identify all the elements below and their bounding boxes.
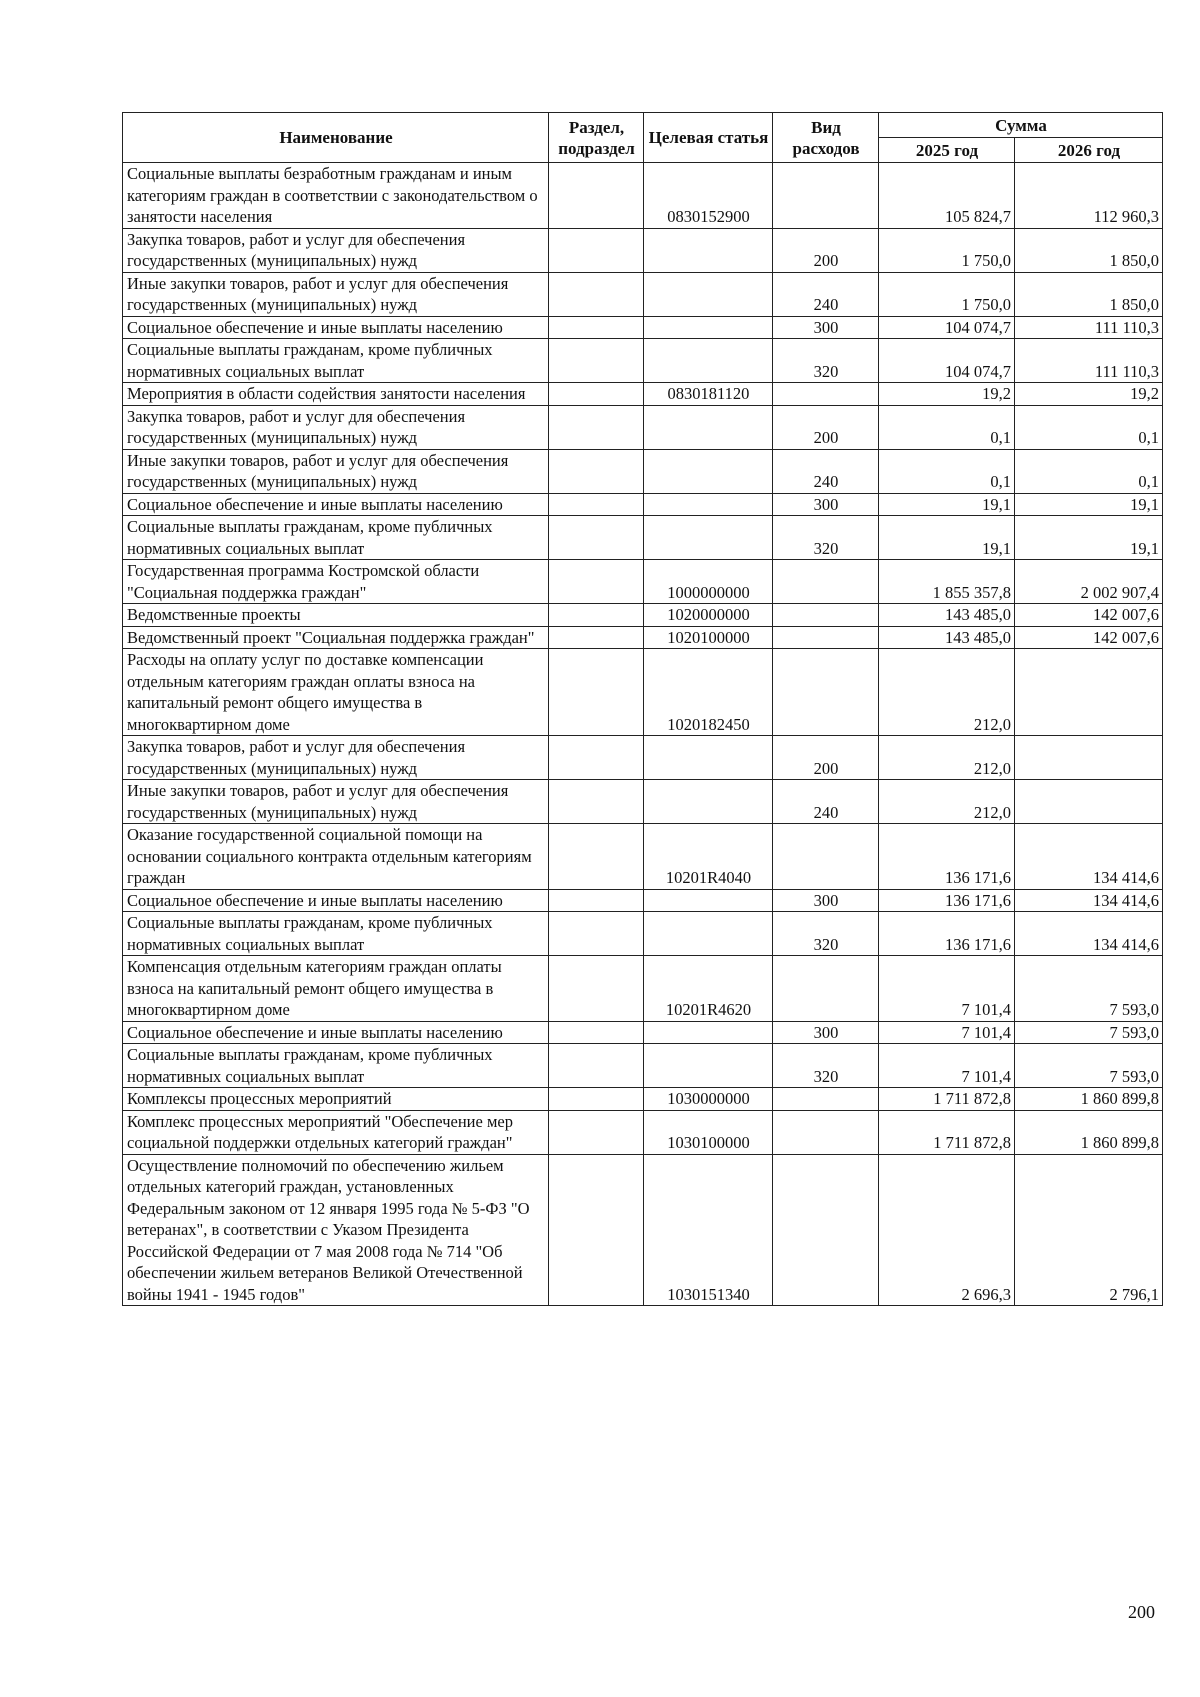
row-target-cell: 1020000000 — [644, 604, 773, 627]
row-sum-2026-cell — [1015, 736, 1163, 780]
table-row — [123, 1154, 1163, 1306]
row-name-cell: Социальные выплаты гражданам, кроме публичных нормативных социальных выплат — [123, 339, 549, 383]
row-kind-cell: 320 — [773, 1044, 879, 1088]
row-target-cell — [644, 405, 773, 449]
row-kind-cell: 320 — [773, 339, 879, 383]
row-target-cell: 1030100000 — [644, 1110, 773, 1154]
row-target-cell: 1030000000 — [644, 1088, 773, 1111]
row-name-cell: Социальное обеспечение и иные выплаты населению — [123, 889, 549, 912]
row-razdel-cell — [549, 560, 644, 604]
row-razdel-cell — [549, 272, 644, 316]
row-name-cell: Закупка товаров, работ и услуг для обеспечения государственных (муниципальных) нужд — [123, 736, 549, 780]
row-name-cell: Социальные выплаты гражданам, кроме публичных нормативных социальных выплат — [123, 1044, 549, 1088]
table-row — [123, 449, 1163, 493]
row-razdel-cell — [549, 383, 644, 406]
row-sum-2026-cell: 1 850,0 — [1015, 272, 1163, 316]
row-target-cell — [644, 339, 773, 383]
row-razdel-cell — [549, 405, 644, 449]
row-target-cell: 1020100000 — [644, 626, 773, 649]
row-kind-cell: 300 — [773, 1021, 879, 1044]
row-sum-2026-cell: 19,2 — [1015, 383, 1163, 406]
row-target-cell — [644, 228, 773, 272]
budget-table — [122, 112, 1163, 1306]
row-target-cell — [644, 272, 773, 316]
row-kind-cell: 200 — [773, 405, 879, 449]
row-kind-cell: 300 — [773, 316, 879, 339]
row-target-cell: 1020182450 — [644, 649, 773, 736]
row-kind-cell — [773, 163, 879, 229]
table-row — [123, 1088, 1163, 1111]
row-sum-2025-cell: 19,1 — [879, 493, 1015, 516]
row-sum-2026-cell: 0,1 — [1015, 405, 1163, 449]
row-sum-2026-cell: 1 860 899,8 — [1015, 1088, 1163, 1111]
row-razdel-cell — [549, 1154, 644, 1306]
row-sum-2026-cell: 142 007,6 — [1015, 604, 1163, 627]
row-name-cell: Оказание государственной социальной помощи на основании социального контракта отдельным категориям граждан — [123, 824, 549, 890]
row-kind-cell: 240 — [773, 272, 879, 316]
row-name-cell: Социальное обеспечение и иные выплаты населению — [123, 316, 549, 339]
row-name-cell: Ведомственный проект "Социальная поддержка граждан" — [123, 626, 549, 649]
row-sum-2026-cell: 19,1 — [1015, 516, 1163, 560]
row-sum-2026-cell: 111 110,3 — [1015, 339, 1163, 383]
row-sum-2026-cell: 134 414,6 — [1015, 912, 1163, 956]
header-target: Целевая статья — [644, 113, 773, 163]
row-target-cell: 1000000000 — [644, 560, 773, 604]
row-sum-2025-cell: 19,1 — [879, 516, 1015, 560]
row-kind-cell: 300 — [773, 493, 879, 516]
row-kind-cell — [773, 1154, 879, 1306]
row-kind-cell — [773, 824, 879, 890]
row-sum-2026-cell — [1015, 780, 1163, 824]
row-target-cell — [644, 1044, 773, 1088]
header-year-2025: 2025 год — [879, 138, 1015, 163]
row-razdel-cell — [549, 736, 644, 780]
table-row — [123, 560, 1163, 604]
row-sum-2025-cell: 19,2 — [879, 383, 1015, 406]
table-row — [123, 1110, 1163, 1154]
row-name-cell: Социальное обеспечение и иные выплаты населению — [123, 1021, 549, 1044]
row-razdel-cell — [549, 824, 644, 890]
row-name-cell: Комплекс процессных мероприятий "Обеспечение мер социальной поддержки отдельных категорий граждан" — [123, 1110, 549, 1154]
row-sum-2025-cell: 7 101,4 — [879, 1021, 1015, 1044]
row-sum-2025-cell: 136 171,6 — [879, 824, 1015, 890]
row-razdel-cell — [549, 163, 644, 229]
row-sum-2025-cell: 0,1 — [879, 449, 1015, 493]
row-kind-cell: 300 — [773, 889, 879, 912]
row-kind-cell — [773, 626, 879, 649]
row-target-cell: 1030151340 — [644, 1154, 773, 1306]
row-sum-2025-cell: 143 485,0 — [879, 626, 1015, 649]
row-razdel-cell — [549, 516, 644, 560]
row-razdel-cell — [549, 449, 644, 493]
row-name-cell: Социальные выплаты безработным гражданам и иным категориям граждан в соответствии с законодательством о занятости населения — [123, 163, 549, 229]
table-row — [123, 736, 1163, 780]
row-kind-cell: 240 — [773, 780, 879, 824]
table-row — [123, 1021, 1163, 1044]
row-kind-cell — [773, 604, 879, 627]
table-row — [123, 516, 1163, 560]
row-name-cell: Иные закупки товаров, работ и услуг для обеспечения государственных (муниципальных) нужд — [123, 780, 549, 824]
row-sum-2026-cell: 142 007,6 — [1015, 626, 1163, 649]
row-sum-2026-cell: 134 414,6 — [1015, 889, 1163, 912]
row-razdel-cell — [549, 912, 644, 956]
row-razdel-cell — [549, 649, 644, 736]
row-razdel-cell — [549, 604, 644, 627]
row-kind-cell: 240 — [773, 449, 879, 493]
row-kind-cell: 320 — [773, 912, 879, 956]
row-name-cell: Расходы на оплату услуг по доставке компенсации отдельным категориям граждан оплаты взноса на капитальный ремонт общего имущества в многоквартирном доме — [123, 649, 549, 736]
row-razdel-cell — [549, 1021, 644, 1044]
row-target-cell — [644, 1021, 773, 1044]
row-sum-2025-cell: 0,1 — [879, 405, 1015, 449]
header-name: Наименование — [123, 113, 549, 163]
row-name-cell: Осуществление полномочий по обеспечению жильем отдельных категорий граждан, установленных Федеральным законом от 12 января 1995 года № 5-ФЗ "О ветеранах", в соответствии с Указом Президента Российской Федерации от 7 мая 2008 года № 714 "Об обеспечении жильем ветеранов Великой Отечественной войны 1941 - 1945 годов" — [123, 1154, 549, 1306]
row-kind-cell — [773, 560, 879, 604]
row-target-cell — [644, 516, 773, 560]
row-sum-2025-cell: 143 485,0 — [879, 604, 1015, 627]
row-sum-2025-cell: 7 101,4 — [879, 956, 1015, 1022]
row-kind-cell — [773, 383, 879, 406]
row-target-cell — [644, 493, 773, 516]
row-razdel-cell — [549, 493, 644, 516]
row-kind-cell: 320 — [773, 516, 879, 560]
row-sum-2025-cell: 7 101,4 — [879, 1044, 1015, 1088]
table-row — [123, 604, 1163, 627]
row-name-cell: Компенсация отдельным категориям граждан оплаты взноса на капитальный ремонт общего имущества в многоквартирном доме — [123, 956, 549, 1022]
row-sum-2025-cell: 136 171,6 — [879, 912, 1015, 956]
row-target-cell: 0830181120 — [644, 383, 773, 406]
row-sum-2026-cell: 1 850,0 — [1015, 228, 1163, 272]
row-target-cell: 0830152900 — [644, 163, 773, 229]
row-sum-2026-cell: 134 414,6 — [1015, 824, 1163, 890]
row-sum-2025-cell: 136 171,6 — [879, 889, 1015, 912]
header-row-1 — [123, 113, 1163, 138]
table-row — [123, 626, 1163, 649]
row-name-cell: Комплексы процессных мероприятий — [123, 1088, 549, 1111]
row-sum-2025-cell: 2 696,3 — [879, 1154, 1015, 1306]
row-name-cell: Социальные выплаты гражданам, кроме публичных нормативных социальных выплат — [123, 516, 549, 560]
row-target-cell — [644, 780, 773, 824]
table-row — [123, 780, 1163, 824]
row-razdel-cell — [549, 1044, 644, 1088]
row-name-cell: Закупка товаров, работ и услуг для обеспечения государственных (муниципальных) нужд — [123, 228, 549, 272]
table-row — [123, 649, 1163, 736]
row-sum-2026-cell: 1 860 899,8 — [1015, 1110, 1163, 1154]
row-razdel-cell — [549, 316, 644, 339]
row-name-cell: Мероприятия в области содействия занятости населения — [123, 383, 549, 406]
row-sum-2025-cell: 104 074,7 — [879, 339, 1015, 383]
row-target-cell — [644, 449, 773, 493]
row-target-cell: 10201R4040 — [644, 824, 773, 890]
row-name-cell: Ведомственные проекты — [123, 604, 549, 627]
header-razdel: Раздел, подраздел — [549, 113, 644, 163]
table-row — [123, 405, 1163, 449]
row-name-cell: Иные закупки товаров, работ и услуг для обеспечения государственных (муниципальных) нужд — [123, 272, 549, 316]
row-sum-2026-cell: 111 110,3 — [1015, 316, 1163, 339]
table-row — [123, 316, 1163, 339]
row-sum-2026-cell: 7 593,0 — [1015, 1044, 1163, 1088]
row-sum-2025-cell: 105 824,7 — [879, 163, 1015, 229]
table-row — [123, 383, 1163, 406]
table-row — [123, 912, 1163, 956]
row-razdel-cell — [549, 626, 644, 649]
row-sum-2025-cell: 212,0 — [879, 780, 1015, 824]
row-sum-2025-cell: 1 750,0 — [879, 228, 1015, 272]
row-razdel-cell — [549, 780, 644, 824]
header-year-2026: 2026 год — [1015, 138, 1163, 163]
row-target-cell — [644, 736, 773, 780]
row-sum-2025-cell: 1 855 357,8 — [879, 560, 1015, 604]
row-sum-2025-cell: 1 750,0 — [879, 272, 1015, 316]
row-kind-cell: 200 — [773, 736, 879, 780]
page-number: 200 — [1128, 1602, 1155, 1622]
table-row — [123, 163, 1163, 229]
row-razdel-cell — [549, 956, 644, 1022]
row-kind-cell — [773, 1088, 879, 1111]
row-sum-2025-cell: 104 074,7 — [879, 316, 1015, 339]
row-target-cell — [644, 912, 773, 956]
row-target-cell: 10201R4620 — [644, 956, 773, 1022]
table-row — [123, 956, 1163, 1022]
header-sum: Сумма — [879, 113, 1163, 138]
table-row — [123, 228, 1163, 272]
row-sum-2026-cell: 2 002 907,4 — [1015, 560, 1163, 604]
row-name-cell: Закупка товаров, работ и услуг для обеспечения государственных (муниципальных) нужд — [123, 405, 549, 449]
row-razdel-cell — [549, 889, 644, 912]
table-row — [123, 1044, 1163, 1088]
row-sum-2025-cell: 1 711 872,8 — [879, 1110, 1015, 1154]
row-sum-2026-cell: 2 796,1 — [1015, 1154, 1163, 1306]
row-kind-cell — [773, 956, 879, 1022]
row-kind-cell — [773, 649, 879, 736]
row-sum-2025-cell: 212,0 — [879, 649, 1015, 736]
row-target-cell — [644, 889, 773, 912]
table-row — [123, 339, 1163, 383]
table-row — [123, 824, 1163, 890]
row-sum-2026-cell: 7 593,0 — [1015, 1021, 1163, 1044]
row-sum-2026-cell: 0,1 — [1015, 449, 1163, 493]
row-name-cell: Иные закупки товаров, работ и услуг для обеспечения государственных (муниципальных) нужд — [123, 449, 549, 493]
row-razdel-cell — [549, 228, 644, 272]
row-sum-2025-cell: 1 711 872,8 — [879, 1088, 1015, 1111]
row-razdel-cell — [549, 1088, 644, 1111]
row-name-cell: Социальное обеспечение и иные выплаты населению — [123, 493, 549, 516]
row-sum-2026-cell: 7 593,0 — [1015, 956, 1163, 1022]
row-sum-2026-cell: 112 960,3 — [1015, 163, 1163, 229]
row-kind-cell — [773, 1110, 879, 1154]
row-sum-2026-cell: 19,1 — [1015, 493, 1163, 516]
row-razdel-cell — [549, 1110, 644, 1154]
table-row — [123, 272, 1163, 316]
row-name-cell: Государственная программа Костромской области "Социальная поддержка граждан" — [123, 560, 549, 604]
row-sum-2025-cell: 212,0 — [879, 736, 1015, 780]
row-name-cell: Социальные выплаты гражданам, кроме публичных нормативных социальных выплат — [123, 912, 549, 956]
table-row — [123, 493, 1163, 516]
row-target-cell — [644, 316, 773, 339]
table-body — [123, 163, 1163, 1306]
table-row — [123, 889, 1163, 912]
row-kind-cell: 200 — [773, 228, 879, 272]
header-kind: Вид расходов — [773, 113, 879, 163]
row-razdel-cell — [549, 339, 644, 383]
row-sum-2026-cell — [1015, 649, 1163, 736]
